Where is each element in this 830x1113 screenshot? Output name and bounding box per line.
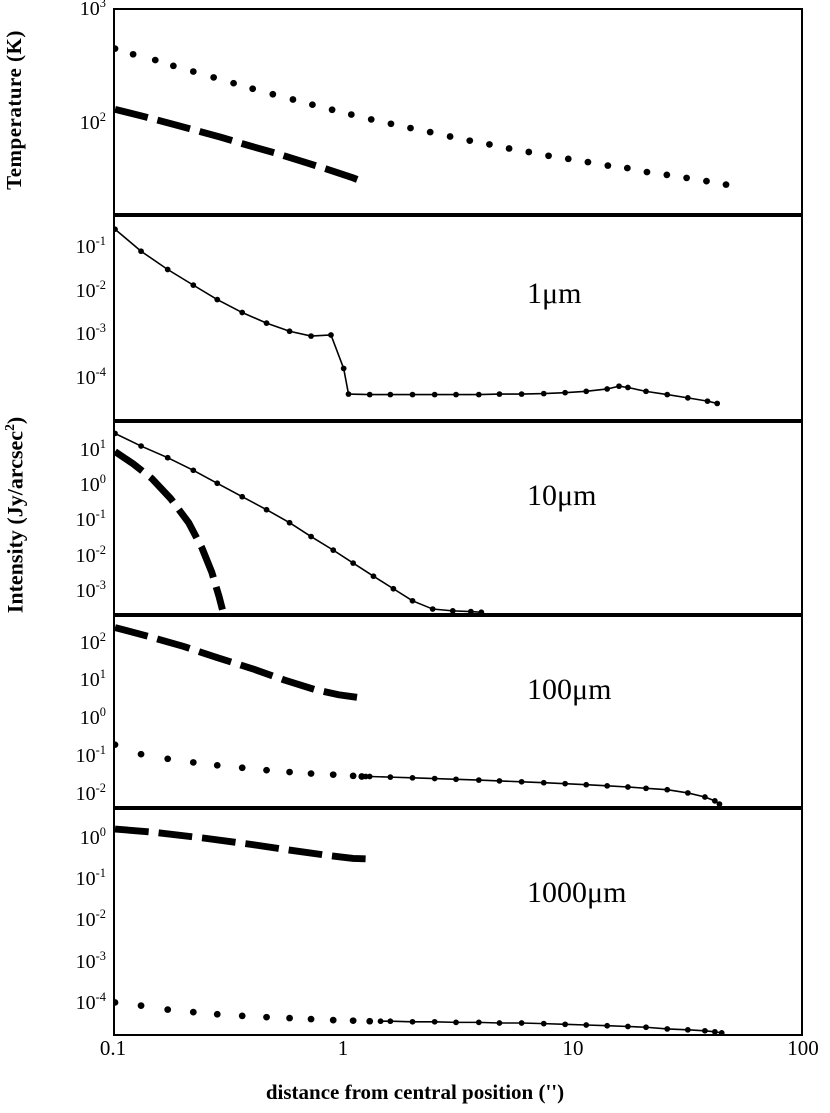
x-tick-label: 100 — [787, 1036, 819, 1060]
y-tick-label: $10^0$ — [79, 472, 106, 496]
chart-panel-intensity-1um — [113, 215, 803, 421]
y-tick-label: $10^0$ — [79, 825, 106, 849]
y-tick-label: $10^{-2}$ — [75, 907, 106, 932]
y-tick-label: $10^{-1}$ — [75, 233, 106, 258]
y-tick-label: $10^{-3}$ — [75, 948, 106, 973]
panel-annotation-intensity-10um: 10μm — [527, 479, 597, 513]
y-axis-ticks-temperature — [0, 0, 113, 215]
y-axis-ticks-intensity-10um — [0, 421, 113, 615]
chart-panel-intensity-10um — [113, 421, 803, 615]
y-axis-label-temperature: Temperature (K) — [2, 30, 26, 190]
chart-panel-intensity-1000um — [113, 808, 803, 1036]
chart-panel-intensity-100um — [113, 615, 803, 808]
y-axis-ticks-intensity-1000um — [0, 808, 113, 1036]
y-tick-label: $10^{-4}$ — [75, 990, 106, 1014]
panel-annotation-intensity-100um: 100μm — [527, 672, 612, 706]
y-tick-label: $10^{-2}$ — [75, 542, 106, 567]
x-tick-label: 10 — [562, 1036, 584, 1060]
y-tick-label: $10^1$ — [79, 436, 106, 461]
y-tick-label: $10^{-2}$ — [75, 277, 106, 302]
y-tick-label: $10^{-4}$ — [75, 365, 106, 390]
y-tick-label: $10^{-3}$ — [75, 321, 106, 346]
y-tick-label: $10^2$ — [79, 629, 106, 654]
x-tick-label: 0.1 — [99, 1036, 127, 1060]
y-tick-label: $10^1$ — [79, 667, 106, 692]
y-tick-label: $10^{-1}$ — [75, 507, 106, 532]
x-tick-label: 1 — [337, 1036, 349, 1060]
panel-annotation-intensity-1um: 1μm — [527, 276, 582, 310]
y-tick-label: $10^{-3}$ — [75, 578, 106, 603]
x-axis-label: distance from central position ('') — [265, 1080, 565, 1104]
y-tick-label: $10^{-2}$ — [75, 781, 106, 805]
y-axis-ticks-intensity-1um — [0, 215, 113, 421]
y-axis-label-intensity: Intensity (Jy/arcsec$^2$) — [2, 416, 28, 614]
y-tick-label: $10^{-1}$ — [75, 866, 106, 890]
chart-panel-temperature — [113, 8, 803, 215]
y-tick-label: $10^2$ — [79, 109, 106, 134]
y-axis-ticks-intensity-100um — [0, 615, 113, 808]
y-tick-label: $10^0$ — [79, 705, 106, 730]
y-tick-label: $10^{-1}$ — [75, 743, 106, 767]
panel-annotation-intensity-1000um: 1000μm — [527, 876, 627, 910]
y-tick-label: $10^3$ — [79, 0, 106, 20]
